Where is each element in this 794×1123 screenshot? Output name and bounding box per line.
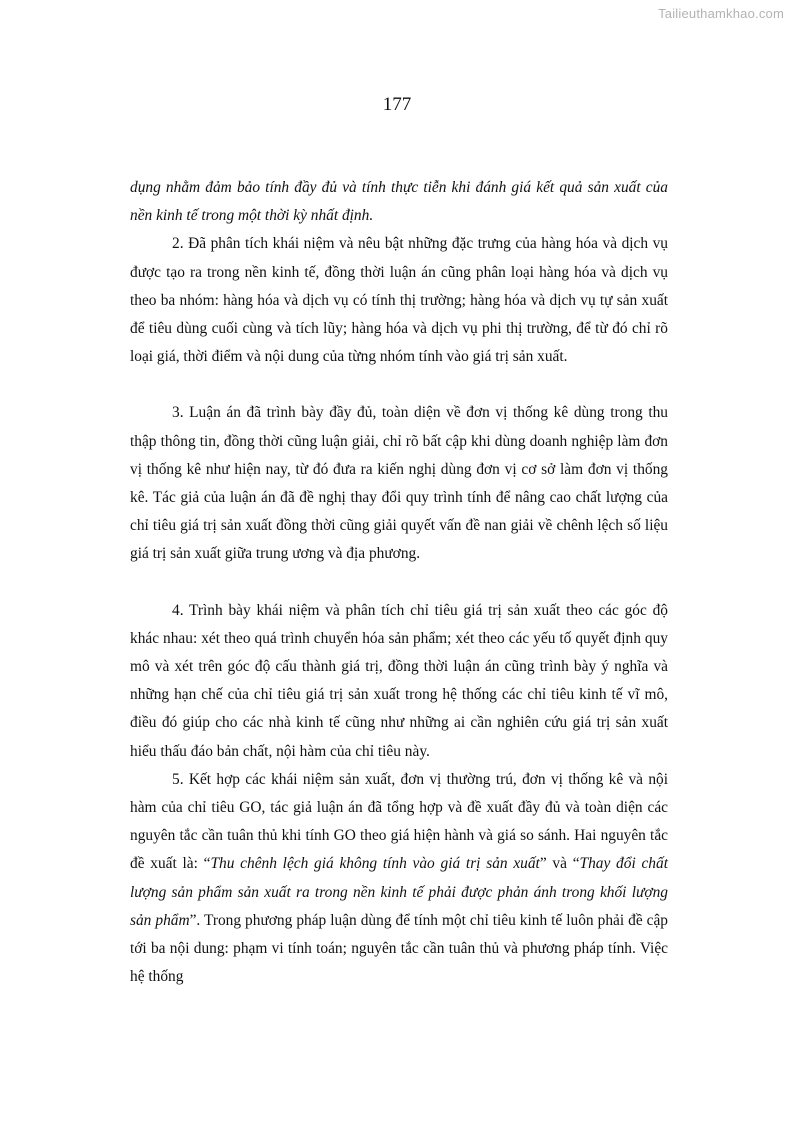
document-body <box>130 174 668 991</box>
paragraph-continuation <box>130 174 668 230</box>
text-run: 5. Kết hợp các khái niệm sản xuất, đơn vị thường trú, đơn vị thống kê và nội hàm của chỉ tiêu GO, tác giả luận án đã tổng hợp và đề xuất đầy đủ và toàn diện các nguyên tắc cần tuân thủ khi tính GO theo giá hiện hành và giá so sánh. Hai nguyên tắc đề xuất là: “ <box>130 770 668 873</box>
italic-quote-1: Thu chênh lệch giá không tính vào giá trị sản xuất <box>210 855 540 873</box>
paragraph-2: 2. Đã phân tích khái niệm và nêu bật những đặc trưng của hàng hóa và dịch vụ được tạo ra trong nền kinh tế, đồng thời luận án cũng phân loại hàng hóa và dịch vụ theo ba nhóm: hàng hóa và dịch vụ có tính thị trường; hàng hóa và dịch vụ tự sản xuất để tiêu dùng cuối cùng và tích lũy; hàng hóa và dịch vụ phi thị trường, để từ đó chỉ rõ loại giá, thời điểm và nội dung của từng nhóm tính vào giá trị sản xuất. <box>130 235 668 366</box>
text-run: ”. Trong phương pháp luận dùng để tính một chỉ tiêu kinh tế luôn phải đề cập tới ba nội dung: phạm vi tính toán; nguyên tắc cần tuân thủ và phương pháp tính. Việc hệ thống <box>130 911 669 986</box>
italic-quote-2: Thay đổi chất lượng sản phẩm sản xuất ra trong nền kinh tế phải được phản ánh trong khối lượng sản phẩm <box>130 855 668 929</box>
paragraph-5 <box>130 766 668 992</box>
watermark: Tailieuthamkhao.com <box>658 6 784 21</box>
paragraph-4: 4. Trình bày khái niệm và phân tích chỉ tiêu giá trị sản xuất theo các góc độ khác nhau: xét theo quá trình chuyển hóa sản phẩm; xét theo các yếu tố quyết định quy mô và xét trên góc độ cấu thành giá trị, đồng thời luận án cũng trình bày ý nghĩa và những hạn chế của chỉ tiêu giá trị sản xuất trong hệ thống các chỉ tiêu kinh tế vĩ mô, điều đó giúp cho các nhà kinh tế cũng như những ai cần nghiên cứu giá trị sản xuất hiểu thấu đáo bản chất, nội hàm của chỉ tiêu này. <box>130 601 668 760</box>
text-run: ” và “ <box>539 855 580 873</box>
paragraph-3: 3. Luận án đã trình bày đầy đủ, toàn diện về đơn vị thống kê dùng trong thu thập thông tin, đồng thời cũng luận giải, chỉ rõ bất cập khi dùng doanh nghiệp làm đơn vị thống kê như hiện nay, từ đó đưa ra kiến nghị dùng đơn vị cơ sở làm đơn vị thống kê. Tác giả của luận án đã đề nghị thay đổi quy trình tính để nâng cao chất lượng của chỉ tiêu giá trị sản xuất đồng thời cũng giải quyết vấn đề nan giải về chênh lệch số liệu giá trị sản xuất giữa trung ương và địa phương. <box>130 404 668 563</box>
italic-text: dụng nhằm đảm bảo tính đầy đủ và tính thực tiễn khi đánh giá kết quả sản xuất của nền kinh tế trong một thời kỳ nhất định. <box>130 179 668 225</box>
page-number: 177 <box>382 94 412 115</box>
